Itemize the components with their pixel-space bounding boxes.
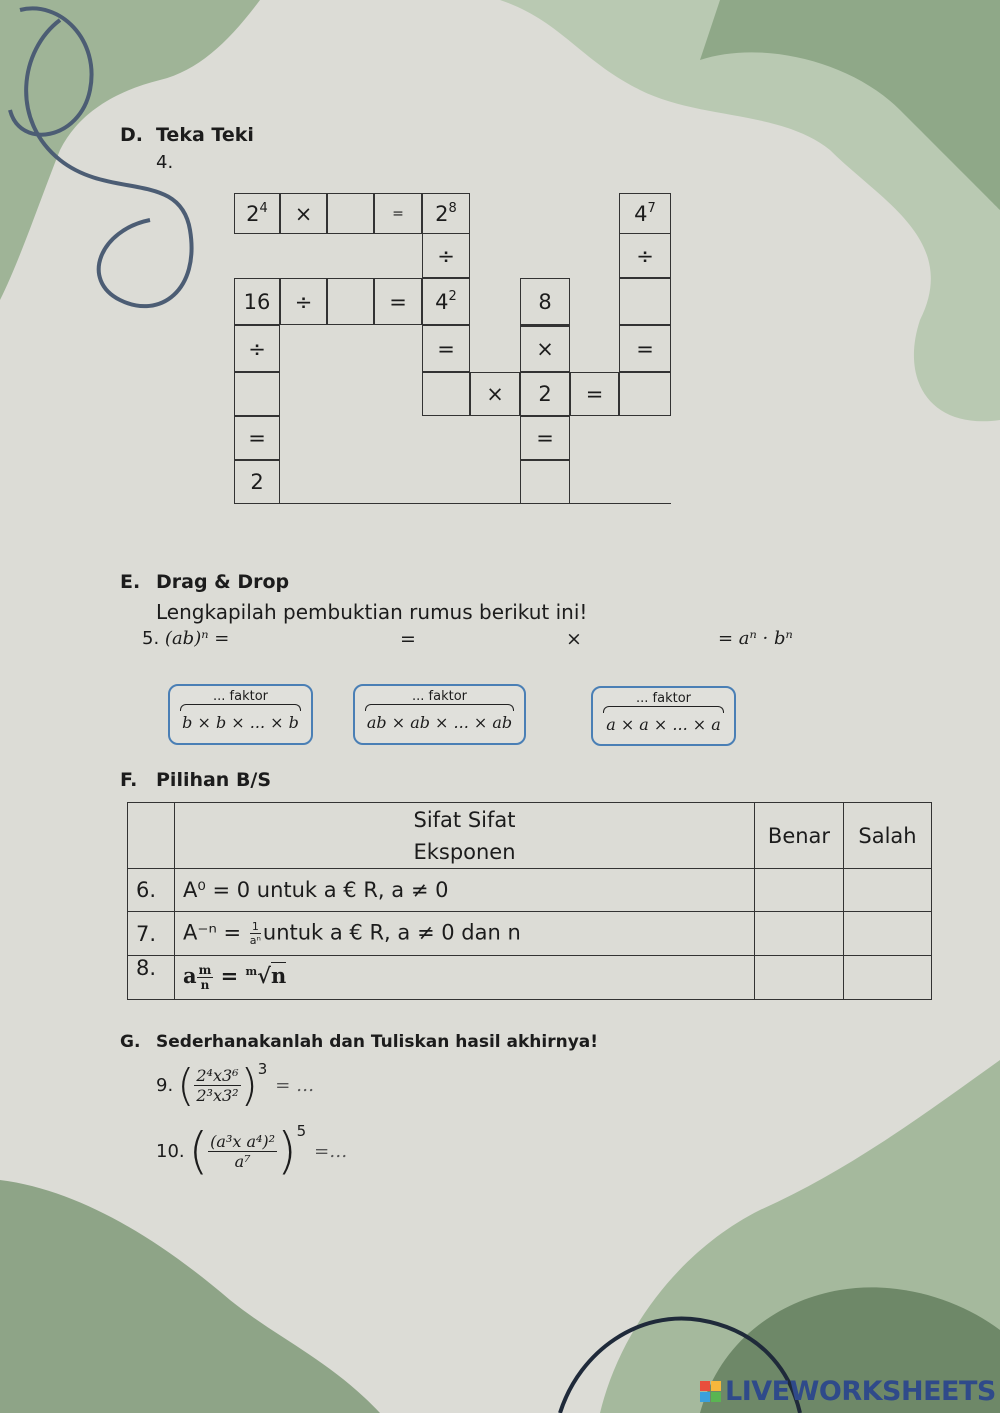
drop-zone-2[interactable] xyxy=(420,626,560,654)
answer-cell[interactable] xyxy=(327,193,374,234)
answer-cell[interactable] xyxy=(234,372,280,416)
section-title: Drag & Drop xyxy=(156,571,290,593)
question-5 xyxy=(142,628,229,649)
cell-times: × xyxy=(520,325,570,372)
row-statement: A⁰ = 0 untuk a € R, a ≠ 0 xyxy=(175,869,755,912)
table-row xyxy=(128,869,932,912)
equals-sign: = xyxy=(400,628,416,650)
answer-cell[interactable] xyxy=(422,372,470,416)
section-letter: G. xyxy=(120,1032,141,1052)
header-number xyxy=(128,803,175,869)
cell-divide: ÷ xyxy=(422,234,470,278)
liveworksheets-watermark: LIVEWORKSHEETS xyxy=(700,1376,996,1407)
section-f-heading xyxy=(120,769,271,791)
question-number: 9. xyxy=(156,1075,174,1096)
answer-cell[interactable] xyxy=(619,372,671,416)
drag-option-b[interactable] xyxy=(168,684,313,745)
drag-label: ... faktor xyxy=(213,689,268,704)
header-salah: Salah xyxy=(844,803,932,869)
cell-far: 4 $^7$ xyxy=(619,193,671,234)
formula-lhs: (ab)ⁿ = xyxy=(164,628,230,649)
drag-option-ab[interactable] xyxy=(353,684,526,745)
cell-equals: = xyxy=(422,325,470,372)
benar-option[interactable] xyxy=(755,956,844,1000)
question-number: 10. xyxy=(156,1140,185,1162)
drag-label: ... faktor xyxy=(412,689,467,704)
salah-option[interactable] xyxy=(844,912,932,956)
true-false-table xyxy=(127,802,932,1000)
cell-divide: ÷ xyxy=(619,234,671,278)
cell-equals: = xyxy=(619,325,671,372)
cell-equals: = xyxy=(374,278,422,325)
section-letter: E. xyxy=(120,571,141,593)
grid-bottom-line xyxy=(234,503,671,504)
cell-equals: = xyxy=(374,193,422,234)
overbrace xyxy=(180,704,301,711)
cell-times: × xyxy=(470,372,520,416)
section-g-heading xyxy=(120,1032,598,1052)
section-d-heading xyxy=(120,124,254,146)
section-title: Teka Teki xyxy=(156,124,254,146)
cell-equals: = xyxy=(520,416,570,460)
table-header-row xyxy=(128,803,932,869)
cell-result: 4 $^2$ xyxy=(422,278,470,325)
cell-result: 2 $^8$ xyxy=(422,193,470,234)
section-letter: F. xyxy=(120,769,138,791)
cell-divide: ÷ xyxy=(234,325,280,372)
overbrace xyxy=(603,706,724,713)
section-title: Sederhanakanlah dan Tuliskan hasil akhirnya! xyxy=(156,1032,599,1052)
formula-rhs: = aⁿ · bⁿ xyxy=(718,628,793,649)
question-10: 10. ( $\frac{\text{(a³x a⁴)²}}{\text{a⁷}}$ ) 5 =… xyxy=(156,1122,348,1180)
row-statement: A⁻ⁿ = $\frac{1}{\text{aⁿ}}$ untuk a € R, a ≠ 0 dan n xyxy=(175,912,755,956)
cell-base: 2 $^4$ xyxy=(234,193,280,234)
row-number: 7. xyxy=(128,912,175,956)
cell-base: 8 xyxy=(520,278,570,325)
cell-operator: × xyxy=(280,193,327,234)
table-row xyxy=(128,956,932,1000)
header-benar: Benar xyxy=(755,803,844,869)
drag-expression: a × a × ... × a xyxy=(606,715,721,734)
row-statement: a $\frac{m}{n}$ = $^m$√n xyxy=(175,956,755,1000)
drag-option-a[interactable] xyxy=(591,686,736,746)
section-e-heading xyxy=(120,571,289,593)
cell-equals: = xyxy=(570,372,619,416)
drop-zone-3[interactable] xyxy=(585,626,715,654)
drag-expression: b × b × ... × b xyxy=(182,713,299,732)
cell-base: 2 xyxy=(234,460,280,504)
answer-cell[interactable] xyxy=(327,278,374,325)
answer-cell[interactable] xyxy=(619,278,671,325)
overbrace xyxy=(365,704,514,711)
drag-label: ... faktor xyxy=(636,691,691,706)
liveworksheets-logo-icon xyxy=(700,1381,721,1402)
question-number: 5. xyxy=(142,628,160,649)
section-letter: D. xyxy=(120,124,143,146)
times-sign: × xyxy=(566,628,582,650)
row-number: 6. xyxy=(128,869,175,912)
cell-operator: ÷ xyxy=(280,278,327,325)
cell-base: 16 xyxy=(234,278,280,325)
question-number-4: 4. xyxy=(156,152,174,173)
cell-base: 2 xyxy=(520,372,570,416)
header-properties: Sifat Sifat Eksponen xyxy=(175,803,755,869)
salah-option[interactable] xyxy=(844,956,932,1000)
question-9: 9. ( $\frac{\text{2⁴x3⁶}}{\text{2³x3²}}$ ) 3 = … xyxy=(156,1060,315,1111)
benar-option[interactable] xyxy=(755,912,844,956)
drop-zone-1[interactable] xyxy=(250,626,390,654)
cell-equals: = xyxy=(234,416,280,460)
salah-option[interactable] xyxy=(844,869,932,912)
instruction-text: Lengkapilah pembuktian rumus berikut ini! xyxy=(156,600,588,624)
benar-option[interactable] xyxy=(755,869,844,912)
drag-expression: ab × ab × ... × ab xyxy=(366,713,513,732)
answer-cell[interactable] xyxy=(520,460,570,504)
table-row xyxy=(128,912,932,956)
row-number: 8. xyxy=(128,956,175,1000)
section-title: Pilihan B/S xyxy=(156,769,272,791)
